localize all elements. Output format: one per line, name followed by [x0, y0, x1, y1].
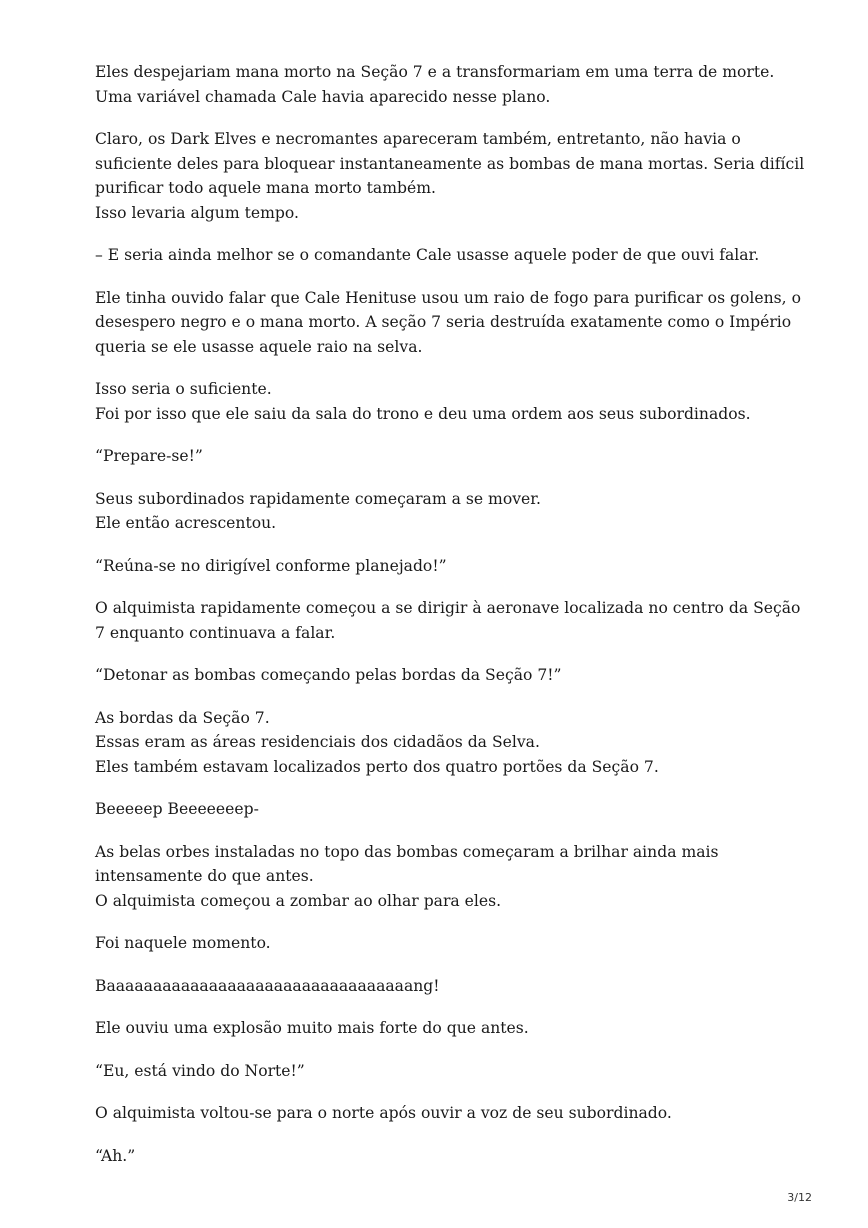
paragraph — [95, 243, 795, 268]
paragraph — [95, 1059, 795, 1084]
paragraph — [95, 1016, 795, 1041]
text-line: O alquimista começou a zombar ao olhar para eles. — [95, 891, 502, 910]
text-line: Eles despejariam mana morto na Seção 7 e a transformariam em uma terra de morte. — [95, 63, 775, 81]
text-line: intensamente do que antes. — [95, 867, 314, 885]
text-line: purificar todo aquele mana morto também. — [95, 179, 436, 197]
paragraph — [95, 931, 795, 956]
text-line: Beeeeep Beeeeeeep- — [95, 800, 259, 818]
text-line: Eles também estavam localizados perto dos quatro portões da Seção 7. — [95, 757, 659, 776]
paragraph — [95, 60, 795, 109]
text-line: O alquimista voltou-se para o norte após ouvir a voz de seu subordinado. — [95, 1104, 672, 1122]
paragraph — [95, 663, 795, 688]
text-line: suficiente deles para bloquear instantaneamente as bombas de mana mortas. Seria difícil — [95, 154, 805, 173]
paragraph — [95, 840, 795, 914]
text-line: Isso levaria algum tempo. — [95, 203, 299, 222]
text-line: O alquimista rapidamente começou a se dirigir à aeronave localizada no centro da Seção — [95, 599, 801, 617]
text-line: Seus subordinados rapidamente começaram a se mover. — [95, 489, 541, 508]
document-body — [95, 60, 805, 1186]
text-line: Isso seria o suficiente. — [95, 380, 272, 398]
text-line: As bordas da Seção 7. — [95, 708, 270, 727]
paragraph — [95, 706, 795, 780]
text-line: desespero negro e o mana morto. A seção 7 seria destruída exatamente como o Império — [95, 313, 792, 331]
text-line: Baaaaaaaaaaaaaaaaaaaaaaaaaaaaaaaaang! — [95, 976, 440, 995]
text-line: Claro, os Dark Elves e necromantes apareceram também, entretanto, não havia o — [95, 130, 741, 148]
paragraph — [95, 596, 801, 645]
text-line: queria se ele usasse aquele raio na selva. — [95, 337, 423, 356]
paragraph — [95, 286, 801, 360]
text-line: Foi por isso que ele saiu da sala do trono e deu uma ordem aos seus subordinados. — [95, 404, 751, 423]
paragraph — [95, 974, 795, 999]
paragraph — [95, 1101, 795, 1126]
text-line: Uma variável chamada Cale havia aparecido nesse plano. — [95, 87, 551, 106]
text-line: As belas orbes instaladas no topo das bombas começaram a brilhar ainda mais — [95, 842, 719, 861]
text-line: “Eu, está vindo do Norte!” — [95, 1061, 305, 1080]
paragraph — [95, 444, 795, 469]
text-line: “Prepare-se!” — [95, 447, 203, 465]
text-line: Foi naquele momento. — [95, 934, 271, 952]
text-line: 7 enquanto continuava a falar. — [95, 623, 336, 642]
text-line: – E seria ainda melhor se o comandante Cale usasse aquele poder de que ouvi falar. — [95, 246, 760, 264]
paragraph — [95, 554, 795, 579]
text-line: Ele ouviu uma explosão muito mais forte do que antes. — [95, 1019, 529, 1037]
text-line: “Detonar as bombas começando pelas bordas da Seção 7!” — [95, 666, 562, 684]
text-line: “Ah.” — [95, 1146, 136, 1165]
page-number: 3/12 — [787, 1191, 812, 1204]
paragraph — [95, 487, 795, 536]
paragraph — [95, 1144, 795, 1169]
text-line: Ele tinha ouvido falar que Cale Henituse usou um raio de fogo para purificar os golens, o — [95, 288, 801, 307]
text-line: Essas eram as áreas residenciais dos cidadãos da Selva. — [95, 733, 540, 751]
paragraph — [95, 127, 805, 225]
text-line: “Reúna-se no dirigível conforme planejado!” — [95, 556, 447, 575]
text-line: Ele então acrescentou. — [95, 514, 277, 532]
paragraph — [95, 797, 795, 822]
paragraph — [95, 377, 795, 426]
